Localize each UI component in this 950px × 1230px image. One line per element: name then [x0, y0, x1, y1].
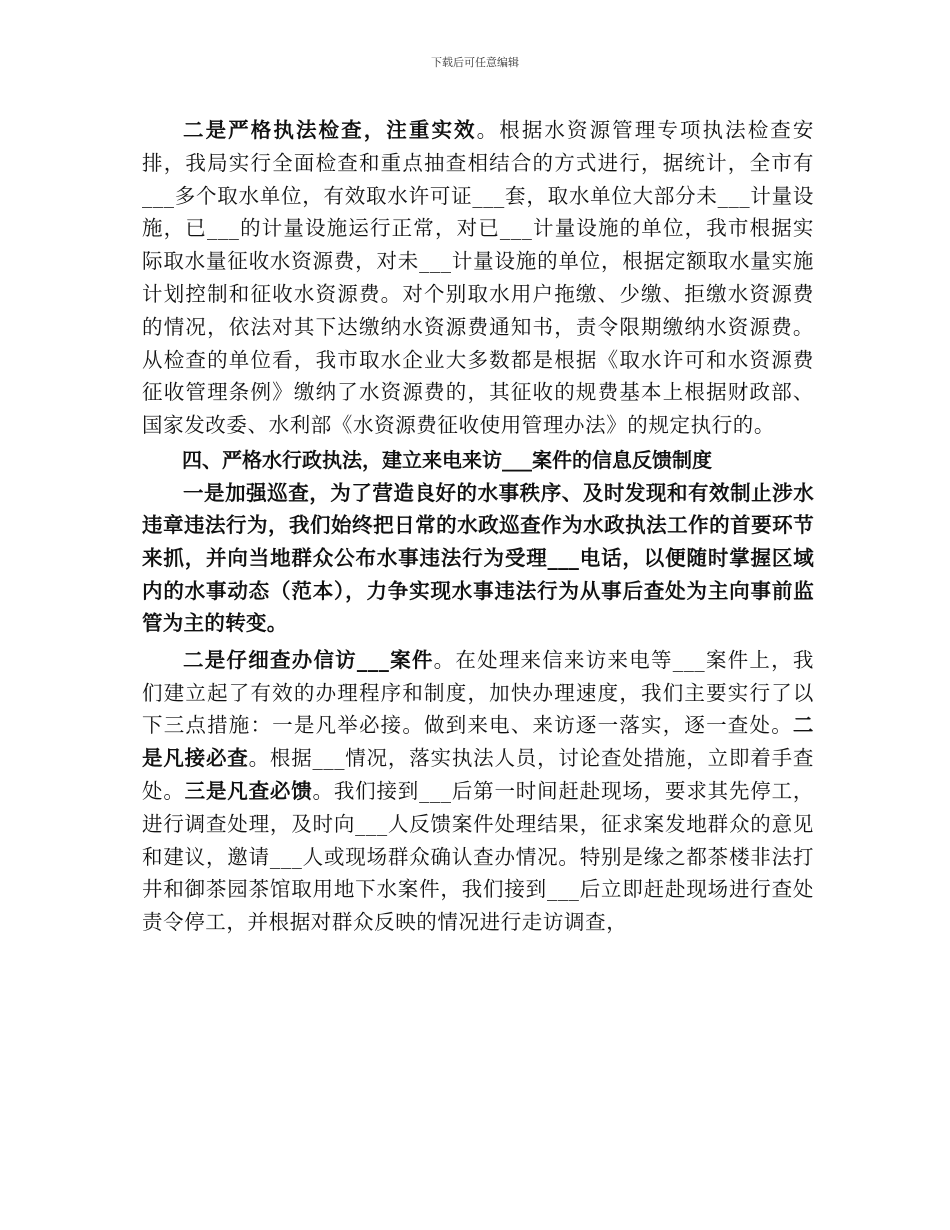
paragraph-text-3: 。我们接到___后第一时间赶赴现场，要求其先停工，进行调查处理，及时向___人反馈案件处理结果，征求案发地群众的意见和建议，邀请___人或现场群众确认查办情况。特别是缘之都茶楼非法打井和御茶园茶馆取用地下水案件，我们接到___后立即赶赴现场进行查处责令停工，并根据对群众反映的情况进行走访调查， — [142, 778, 815, 935]
paragraph-text: 。在处理来信来访来电等___案件上，我们建立起了有效的办理程序和制度，加快办理速度，我们主要实行了以下三点措施：一是凡举必接。做到来电、来访逐一落实，逐一查处。 — [142, 647, 814, 738]
paragraph-lead: 二是严格执法检查，注重实效 — [183, 118, 477, 142]
paragraph-inspection — [142, 114, 814, 442]
paragraph-lead-2: 二是凡接必查 — [142, 713, 814, 771]
paragraph-lead-3: 三是凡查必馈 — [184, 778, 313, 803]
paragraph-text: 。根据水资源管理专项执法检查安排，我局实行全面检查和重点抽查相结合的方式进行，据统计，全市有___多个取水单位，有效取水许可证___套，取水单位大部分未___计量设施，已___的计量设施运行正常，对已___计量设施的单位，我市根据实际取水量征收水资源费，对未___计量设施的单位，根据定额取水量实施计划控制和征收水资源费。对个别取水用户拖缴、少缴、拒缴水资源费的情况，依法对其下达缴纳水资源费通知书，责令限期缴纳水资源费。从检查的单位看，我市取水企业大多数都是根据《取水许可和水资源费征收管理条例》缴纳了水资源费的，其征收的规费基本上根据财政部、国家发改委、水利部《水资源费征收使用管理办法》的规定执行的。 — [142, 118, 814, 438]
document-body — [142, 114, 814, 939]
section-heading: 四、严格水行政执法，建立来电来访___案件的信息反馈制度 — [182, 447, 712, 472]
page-header: 下载后可任意编辑 — [431, 56, 519, 69]
paragraph-patrol: 一是加强巡查，为了营造良好的水事秩序、及时发现和有效制止涉水违章违法行为，我们始终把日常的水政巡查作为水政执法工作的首要环节来抓，并向当地群众公布水事违法行为受理___电话，以便随时掌握区域内的水事动态（范本），力争实现水事违法行为从事后查处为主向事前监管为主的转变。 — [142, 480, 814, 636]
paragraph-text-2: 。根据___情况，落实执法人员，讨论查处措施，立即着手查处。 — [142, 746, 814, 803]
paragraph-lead: 二是仔细查办信访___案件 — [183, 647, 434, 672]
paragraph-petition — [142, 644, 814, 939]
